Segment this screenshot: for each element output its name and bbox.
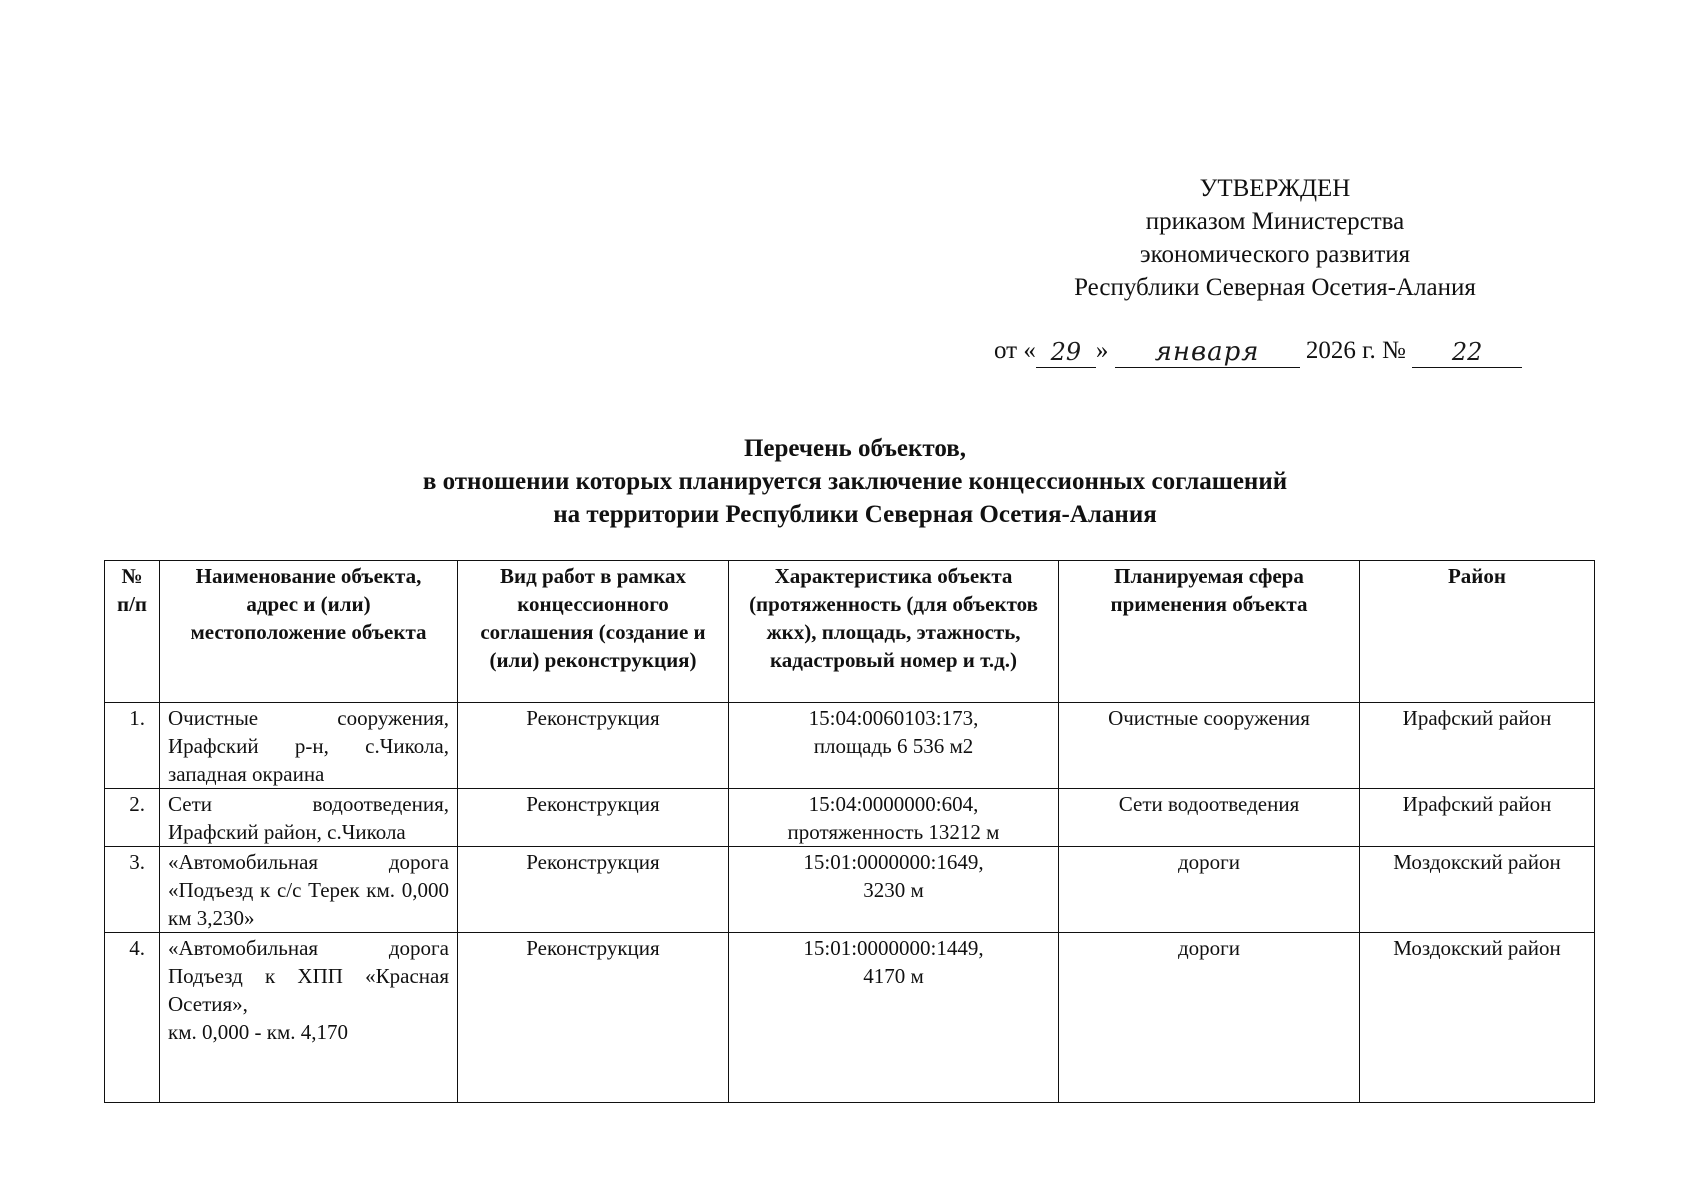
cell-sphere: Сети водоотведения (1059, 789, 1360, 847)
header-work: Вид работ в рамках концессионного соглашения (создание и (или) реконструкция) (458, 561, 729, 703)
header-num: № п/п (105, 561, 160, 703)
cell-work: Реконструкция (458, 933, 729, 1103)
cell-name: Сети водоотведения, Ирафский район, с.Чикола (160, 789, 458, 847)
title-line: на территории Республики Северная Осетия-Алания (553, 501, 1157, 528)
characteristic-size: 3230 м (863, 878, 924, 902)
objects-table (104, 560, 1595, 1103)
cell-characteristic (729, 933, 1059, 1103)
table-row (105, 847, 1595, 933)
cell-work: Реконструкция (458, 847, 729, 933)
cell-work: Реконструкция (458, 703, 729, 789)
object-location: км. 0,000 - км. 4,170 (168, 1020, 348, 1044)
cell-characteristic (729, 789, 1059, 847)
cell-name: «Автомобильная дорога «Подъезд к с/с Терек км. 0,000 км 3,230» (160, 847, 458, 933)
date-prefix: от « (994, 337, 1036, 364)
cell-num: 3. (105, 847, 160, 933)
title-line: Перечень объектов, (743, 435, 967, 462)
table-header-row (105, 561, 1595, 703)
handwritten-month: января (1115, 339, 1300, 368)
cell-district: Ирафский район (1360, 789, 1595, 847)
date-sep: » (1095, 337, 1109, 364)
table-row (105, 789, 1595, 847)
characteristic-size: площадь 6 536 м2 (813, 734, 974, 758)
cell-name (160, 933, 458, 1103)
approval-heading: УТВЕРЖДЕН (1199, 175, 1351, 202)
header-sphere: Планируемая сфера применения объекта (1059, 561, 1360, 703)
header-district: Район (1360, 561, 1595, 703)
cell-sphere: дороги (1059, 847, 1360, 933)
approval-line: приказом Министерства (1145, 208, 1405, 235)
handwritten-day: 29 (1036, 339, 1096, 368)
cell-work: Реконструкция (458, 789, 729, 847)
table-row (105, 933, 1595, 1103)
cell-district: Ирафский район (1360, 703, 1595, 789)
characteristic-size: протяженность 13212 м (787, 820, 1000, 844)
approval-line: экономического развития (1139, 241, 1411, 268)
handwritten-order-number: 22 (1412, 339, 1522, 368)
cadastral-number: 15:01:0000000:1649, (803, 850, 984, 874)
document-title (300, 432, 1410, 531)
cadastral-number: 15:04:0000000:604, (808, 792, 979, 816)
cell-num: 2. (105, 789, 160, 847)
cell-name: Очистные сооружения, Ирафский р-н, с.Чикола, западная окраина (160, 703, 458, 789)
cell-characteristic (729, 703, 1059, 789)
object-name: «Автомобильная дорога Подъезд к ХПП «Красная Осетия», (168, 936, 449, 1016)
cadastral-number: 15:04:0060103:173, (808, 706, 979, 730)
cadastral-number: 15:01:0000000:1449, (803, 936, 984, 960)
approval-line: Республики Северная Осетия-Алания (1074, 274, 1476, 301)
date-year: 2026 г. № (1305, 337, 1406, 364)
approval-stamp (1045, 172, 1505, 304)
title-line: в отношении которых планируется заключение концессионных соглашений (422, 468, 1288, 495)
cell-characteristic (729, 847, 1059, 933)
header-name: Наименование объекта, адрес и (или) местоположение объекта (160, 561, 458, 703)
table-row (105, 703, 1595, 789)
order-date-line (994, 334, 1522, 367)
cell-num: 1. (105, 703, 160, 789)
characteristic-size: 4170 м (863, 964, 924, 988)
cell-num: 4. (105, 933, 160, 1103)
header-characteristic: Характеристика объекта (протяженность (для объектов жкх), площадь, этажность, кадастровый номер и т.д.) (729, 561, 1059, 703)
cell-district: Моздокский район (1360, 847, 1595, 933)
cell-sphere: Очистные сооружения (1059, 703, 1360, 789)
cell-district: Моздокский район (1360, 933, 1595, 1103)
cell-sphere: дороги (1059, 933, 1360, 1103)
